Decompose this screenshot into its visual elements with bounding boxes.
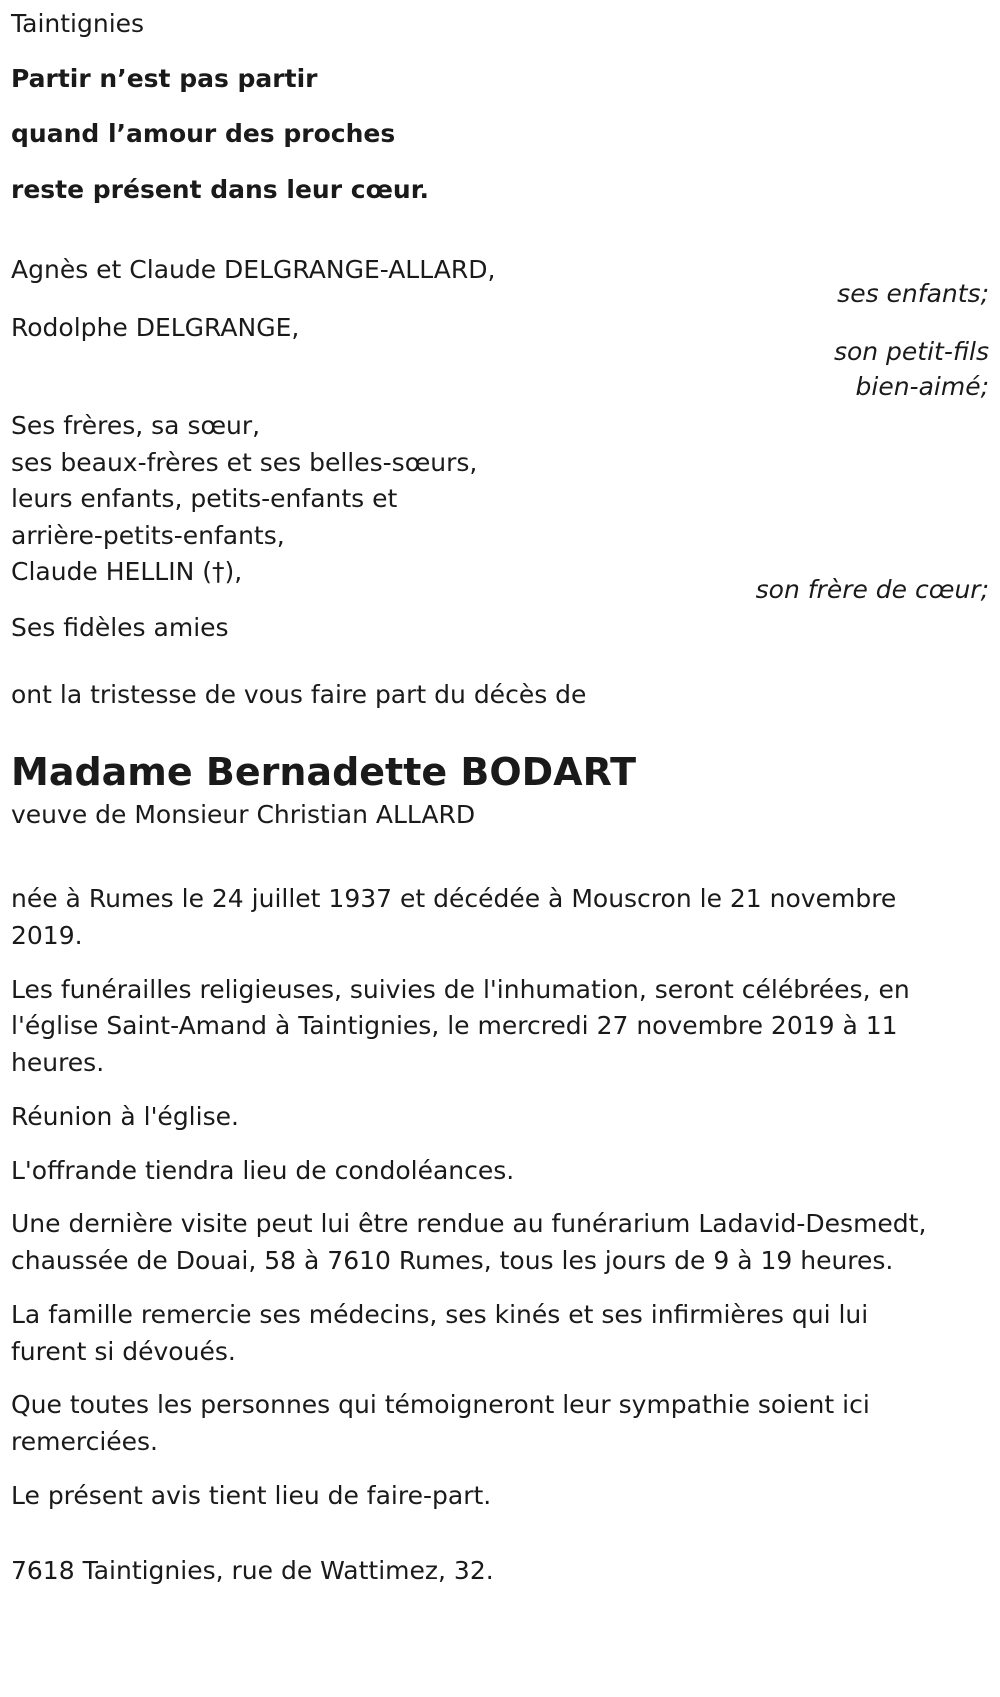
widow-of-line: veuve de Monsieur Christian ALLARD bbox=[11, 799, 476, 829]
poem-line: Partir n’est pas partir bbox=[11, 63, 318, 93]
children-names: Agnès et Claude DELGRANGE-ALLARD, bbox=[11, 255, 496, 284]
funeral-details bbox=[11, 881, 1000, 1515]
family-heart-brother bbox=[11, 554, 1000, 612]
siblings-line: Ses frères, sa sœur, bbox=[11, 411, 261, 440]
grandson-role-line2: bien-aimé; bbox=[855, 372, 989, 401]
poem bbox=[11, 63, 1000, 207]
heart-brother-role: son frère de cœur; bbox=[755, 575, 989, 604]
deceased-name: Madame Bernadette BODART bbox=[11, 750, 637, 794]
grandson-role-line1: son petit-fils bbox=[833, 337, 989, 366]
family-list bbox=[11, 254, 1000, 645]
family-address: 7618 Taintignies, rue de Wattimez, 32. bbox=[11, 1555, 494, 1585]
grandson-name: Rodolphe DELGRANGE, bbox=[11, 313, 300, 342]
location-heading: Taintignies bbox=[11, 9, 145, 38]
poem-line: reste présent dans leur cœur. bbox=[11, 174, 429, 204]
funeral-paragraph: Les funérailles religieuses, suivies de l'inhumation, seront célébrées, en l'église Saint-Amand à Taintignies, le mercredi 27 novembre 2019 à 11 heures. bbox=[11, 974, 910, 1078]
meeting-paragraph: Réunion à l'église. bbox=[11, 1101, 239, 1131]
siblings-line: arrière-petits-enfants, bbox=[11, 520, 285, 550]
family-grandson bbox=[11, 312, 1000, 408]
children-role: ses enfants; bbox=[837, 279, 989, 308]
family-children bbox=[11, 254, 1000, 312]
sympathy-paragraph: Que toutes les personnes qui témoigneront leur sympathie soient ici remerciées. bbox=[11, 1390, 870, 1457]
siblings-line: leurs enfants, petits-enfants et bbox=[11, 484, 398, 513]
offering-paragraph: L'offrande tiendra lieu de condoléances. bbox=[11, 1155, 515, 1185]
family-siblings bbox=[11, 408, 1000, 554]
notice-paragraph: Le présent avis tient lieu de faire-part. bbox=[11, 1480, 492, 1510]
siblings-line: ses beaux-frères et ses belles-sœurs, bbox=[11, 447, 478, 477]
friends-line: Ses fidèles amies bbox=[11, 613, 229, 642]
announcement-text: ont la tristesse de vous faire part du décès de bbox=[11, 679, 587, 709]
thanks-paragraph: La famille remercie ses médecins, ses kinés et ses infirmières qui lui furent si dévoués. bbox=[11, 1299, 869, 1366]
birth-death-paragraph: née à Rumes le 24 juillet 1937 et décédée à Mouscron le 21 novembre 2019. bbox=[11, 884, 897, 950]
visit-paragraph: Une dernière visite peut lui être rendue au funérarium Ladavid-Desmedt, chaussée de Douai, 58 à 7610 Rumes, tous les jours de 9 à 19 heures. bbox=[11, 1209, 927, 1276]
heart-brother-name: Claude HELLIN (†), bbox=[11, 557, 243, 586]
poem-line: quand l’amour des proches bbox=[11, 119, 396, 148]
